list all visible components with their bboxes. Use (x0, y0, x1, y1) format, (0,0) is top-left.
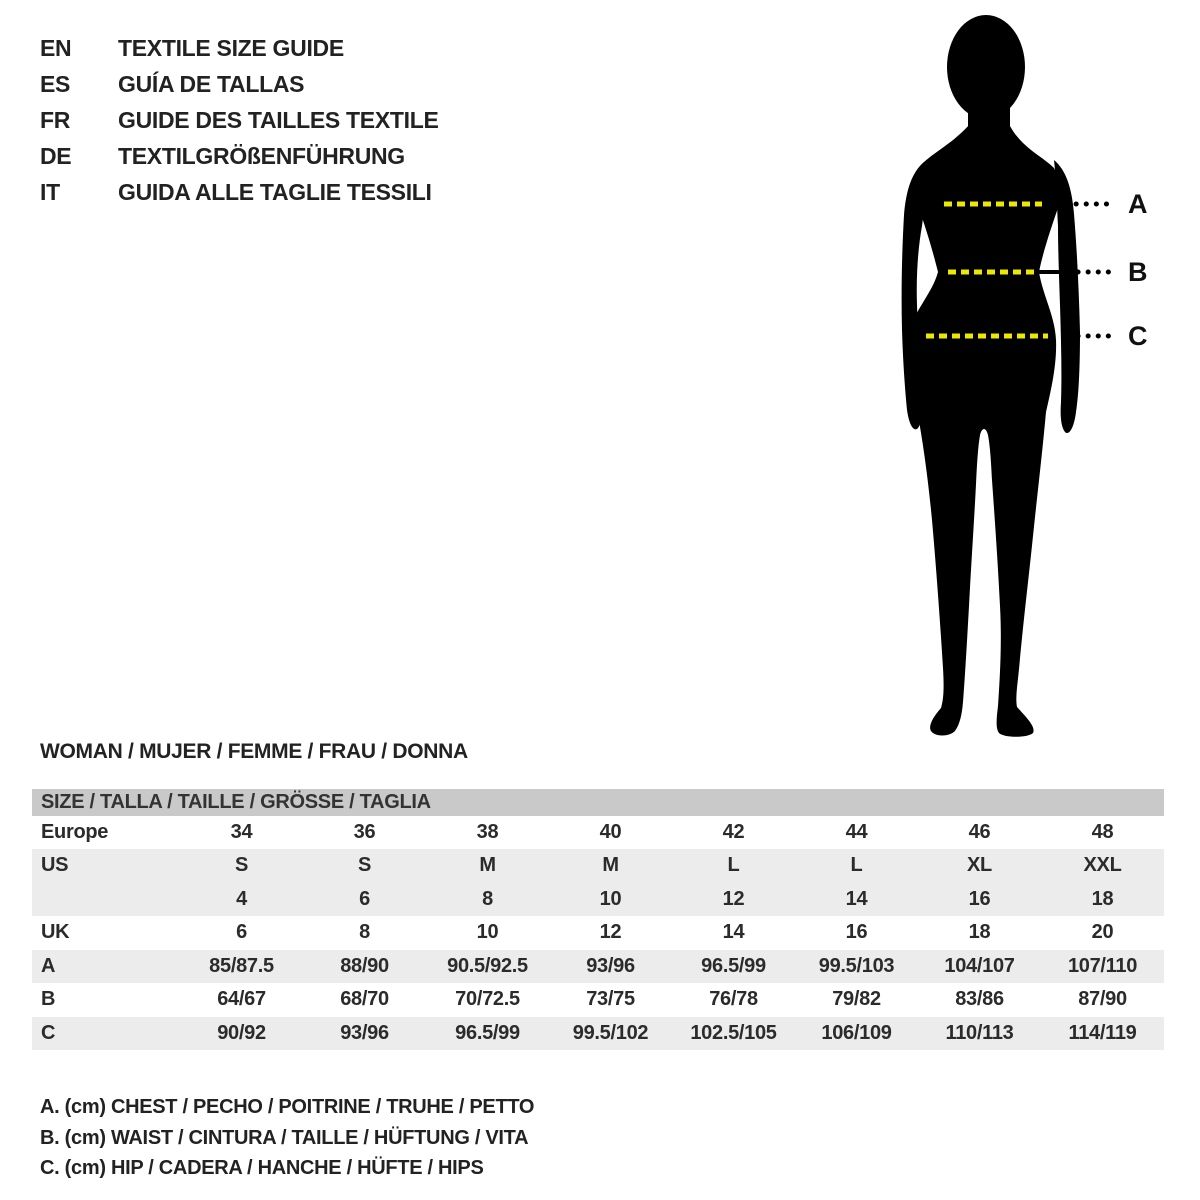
woman-silhouette-figure (880, 10, 1200, 750)
table-row (32, 950, 1164, 983)
size-value: 42 (722, 821, 745, 843)
size-value: 96.5/99 (455, 1021, 520, 1044)
table-row (32, 916, 1164, 949)
size-value: 36 (353, 821, 376, 843)
language-code: EN (40, 35, 72, 61)
size-value: 93/96 (586, 954, 635, 977)
size-value: L (850, 854, 863, 877)
table-row (32, 983, 1164, 1016)
table-row (32, 816, 1164, 849)
size-value: 99.5/103 (818, 954, 895, 977)
language-row-fr (40, 102, 439, 138)
size-value: 10 (476, 921, 499, 944)
size-value: S (357, 854, 372, 877)
row-label: UK (41, 921, 70, 944)
language-code: ES (40, 71, 71, 97)
row-label: Europe (41, 821, 109, 843)
size-value: XL (967, 854, 992, 877)
guide-title-de: TEXTILGRÖßENFÜHRUNG (118, 143, 405, 169)
size-value: 10 (599, 887, 622, 910)
guide-title-en: TEXTILE SIZE GUIDE (118, 35, 344, 61)
size-value: 44 (845, 821, 868, 843)
language-row-es (40, 66, 439, 102)
size-value: XXL (1083, 854, 1122, 877)
size-value: 14 (845, 887, 868, 910)
language-code: IT (40, 179, 60, 205)
size-value: 87/90 (1078, 988, 1127, 1011)
language-title-list (40, 30, 439, 210)
size-table-body (32, 816, 1164, 1050)
size-value: 85/87.5 (209, 954, 274, 977)
size-value: 93/96 (340, 1021, 389, 1044)
marker-label-a: A (1128, 189, 1148, 219)
size-value: 46 (968, 821, 991, 843)
measurement-legend (40, 1092, 534, 1184)
size-value: 12 (599, 921, 622, 944)
size-value: 88/90 (340, 954, 389, 977)
size-value: M (602, 854, 619, 877)
language-code: FR (40, 107, 71, 133)
table-row (32, 849, 1164, 882)
size-value: 104/107 (944, 954, 1015, 977)
size-value: 96.5/99 (701, 954, 766, 977)
guide-title-es: GUÍA DE TALLAS (118, 71, 305, 97)
size-value: 102.5/105 (690, 1021, 777, 1044)
size-value: 90.5/92.5 (447, 954, 528, 977)
size-value: 76/78 (709, 988, 758, 1011)
size-value: 99.5/102 (572, 1021, 649, 1044)
torso-legs-shape (908, 124, 1060, 737)
size-value: 8 (359, 921, 370, 944)
size-value: 70/72.5 (455, 988, 520, 1011)
size-table (32, 789, 1164, 1050)
size-value: 20 (1091, 921, 1114, 944)
size-value: 18 (968, 921, 991, 944)
guide-title-fr: GUIDE DES TAILLES TEXTILE (118, 107, 439, 133)
size-value: S (234, 854, 249, 877)
size-value: L (727, 854, 740, 877)
size-value: 73/75 (586, 988, 635, 1011)
section-title-woman: WOMAN / MUJER / FEMME / FRAU / DONNA (40, 740, 468, 763)
size-value: 6 (236, 921, 247, 944)
row-label (32, 883, 180, 916)
row-label: A (41, 954, 56, 977)
size-value: 106/109 (821, 1021, 892, 1044)
row-label: C (41, 1021, 56, 1044)
size-value: 38 (476, 821, 499, 843)
table-row (32, 1017, 1164, 1050)
size-value: 83/86 (955, 988, 1004, 1011)
size-value: 12 (722, 887, 745, 910)
legend-waist: B. (cm) WAIST / CINTURA / TAILLE / HÜFTUNG / VITA (40, 1126, 529, 1149)
language-code: DE (40, 143, 72, 169)
guide-title-it: GUIDA ALLE TAGLIE TESSILI (118, 179, 432, 205)
size-value: 14 (722, 921, 745, 944)
size-value: 8 (482, 887, 493, 910)
size-value: M (479, 854, 496, 877)
size-value: 79/82 (832, 988, 881, 1011)
language-row-it (40, 174, 439, 210)
size-value: 4 (236, 887, 247, 910)
marker-label-b: B (1128, 257, 1148, 287)
size-value: 107/110 (1067, 954, 1138, 977)
size-value: 16 (968, 887, 991, 910)
language-row-en (40, 30, 439, 66)
size-value: 16 (845, 921, 868, 944)
size-value: 18 (1091, 887, 1114, 910)
marker-label-c: C (1128, 321, 1148, 351)
size-value: 40 (599, 821, 622, 843)
legend-chest: A. (cm) CHEST / PECHO / POITRINE / TRUHE / PETTO (40, 1096, 535, 1118)
row-label: B (41, 988, 56, 1011)
size-value: 114/119 (1068, 1021, 1137, 1044)
right-arm-shape (1054, 160, 1080, 433)
size-value: 6 (359, 887, 370, 910)
size-value: 64/67 (217, 988, 266, 1011)
size-table-header: SIZE / TALLA / TAILLE / GRÖSSE / TAGLIA (32, 789, 1164, 816)
size-value: 34 (230, 821, 253, 843)
size-value: 48 (1091, 821, 1114, 843)
language-row-de (40, 138, 439, 174)
row-label: US (41, 854, 69, 877)
head-shape (947, 15, 1025, 119)
size-value: 90/92 (217, 1021, 266, 1044)
legend-hip: C. (cm) HIP / CADERA / HANCHE / HÜFTE / HIPS (40, 1157, 484, 1179)
table-row (32, 883, 1164, 916)
size-value: 68/70 (340, 988, 389, 1011)
size-value: 110/113 (945, 1021, 1014, 1044)
